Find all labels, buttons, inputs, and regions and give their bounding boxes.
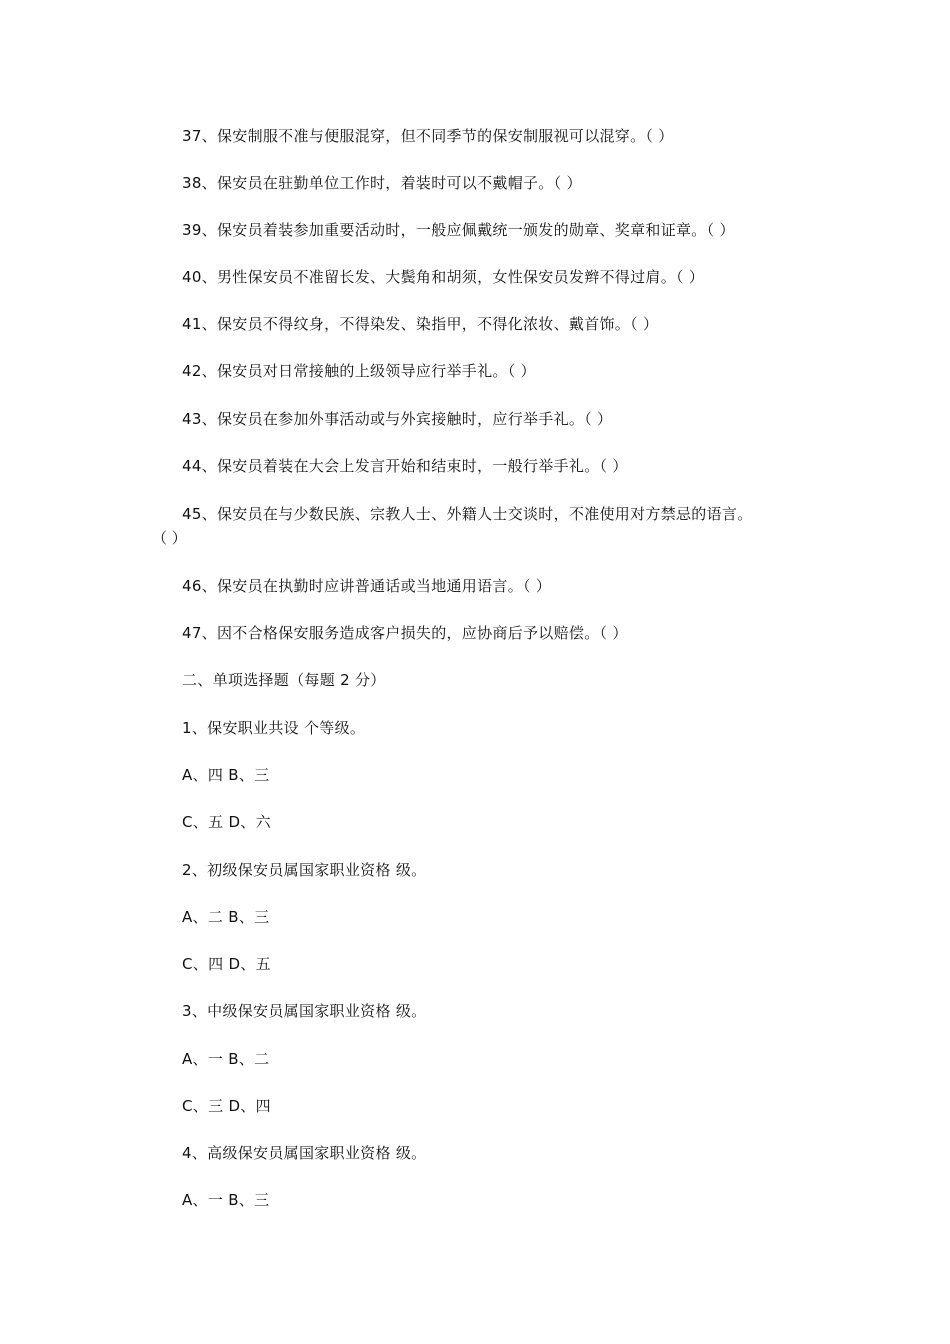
choice-question-4: 4、高级保安员属国家职业资格 级。: [182, 1144, 427, 1162]
question-45: 45、保安员在与少数民族、宗教人士、外籍人士交谈时，不准使用对方禁忌的语言。: [182, 505, 753, 523]
question-40: 40、男性保安员不准留长发、大鬓角和胡须，女性保安员发辫不得过肩。（ ）: [182, 268, 705, 286]
choice-question-1: 1、保安职业共设 个等级。: [182, 719, 366, 737]
question-44: 44、保安员着装在大会上发言开始和结束时，一般行举手礼。（ ）: [182, 457, 628, 475]
question-38: 38、保安员在驻勤单位工作时，着装时可以不戴帽子。（ ）: [182, 174, 582, 192]
choice-options-1b: C、五 D、六: [182, 813, 271, 831]
choice-options-1a: A、四 B、三: [182, 766, 270, 784]
choice-options-2b: C、四 D、五: [182, 955, 271, 973]
question-46: 46、保安员在执勤时应讲普通话或当地通用语言。（ ）: [182, 577, 552, 595]
choice-options-3b: C、三 D、四: [182, 1097, 271, 1115]
choice-question-2: 2、初级保安员属国家职业资格 级。: [182, 861, 427, 879]
question-39: 39、保安员着装参加重要活动时，一般应佩戴统一颁发的勋章、奖章和证章。（ ）: [182, 221, 735, 239]
question-47: 47、因不合格保安服务造成客户损失的，应协商后予以赔偿。（ ）: [182, 624, 628, 642]
section-heading: 二、单项选择题（每题 2 分）: [182, 671, 386, 689]
choice-options-4a: A、一 B、三: [182, 1191, 270, 1209]
question-45-continuation: （ ）: [152, 529, 187, 547]
choice-options-3a: A、一 B、二: [182, 1050, 270, 1068]
choice-question-3: 3、中级保安员属国家职业资格 级。: [182, 1002, 427, 1020]
choice-options-2a: A、二 B、三: [182, 908, 270, 926]
question-42: 42、保安员对日常接触的上级领导应行举手礼。（ ）: [182, 362, 536, 380]
question-43: 43、保安员在参加外事活动或与外宾接触时，应行举手礼。（ ）: [182, 410, 613, 428]
question-41: 41、保安员不得纹身，不得染发、染指甲，不得化浓妆、戴首饰。（ ）: [182, 315, 659, 333]
question-37: 37、保安制服不准与便服混穿，但不同季节的保安制服视可以混穿。（ ）: [182, 127, 674, 145]
